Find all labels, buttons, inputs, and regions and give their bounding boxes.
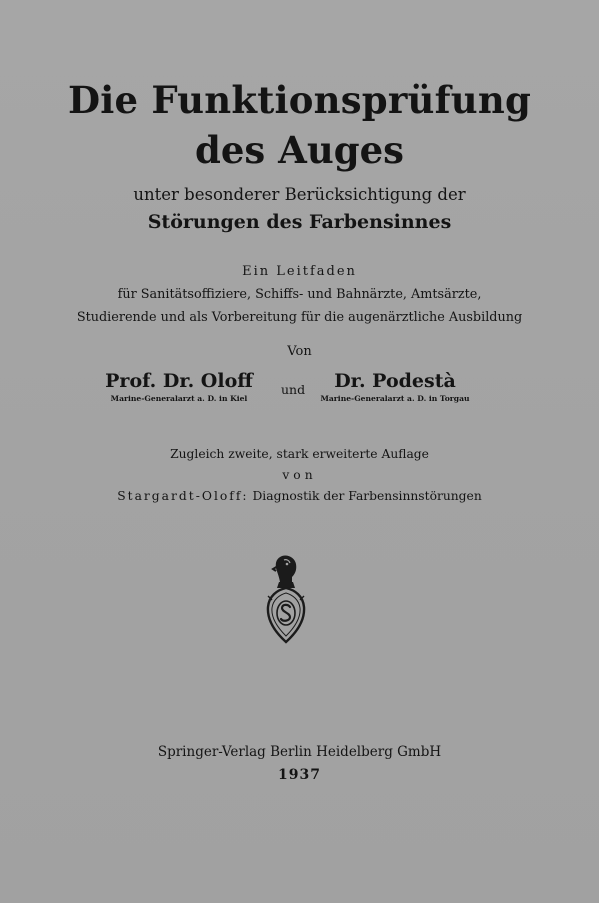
edition-line-2: von — [282, 468, 317, 482]
author-name: Dr. Podestà — [334, 370, 456, 392]
author-rank: Marine-Generalarzt a. D. in Torgau — [320, 394, 470, 403]
author-rank: Marine-Generalarzt a. D. in Kiel — [110, 394, 248, 403]
edition-line-1: Zugleich zweite, stark erweiterte Auflage — [170, 447, 429, 461]
author-name: Prof. Dr. Oloff — [105, 370, 253, 392]
subtitle-line-1: unter besonderer Berücksichtigung der — [133, 185, 466, 204]
audience-line-1: für Sanitätsoffiziere, Schiffs- und Bahnärzte, Amtsärzte, — [117, 287, 482, 302]
author-oloff — [94, 370, 264, 403]
edition-title: Diagnostik der Farbensinnstörungen — [252, 489, 482, 503]
and-label: und — [281, 382, 306, 397]
by-label: Von — [287, 344, 312, 359]
publisher: Springer-Verlag Berlin Heidelberg GmbH — [157, 744, 442, 760]
author-podesta — [310, 370, 480, 403]
audience-line-2: Studierende und als Vorbereitung für die augenärztliche Ausbildung — [76, 310, 523, 325]
publication-year: 1937 — [278, 767, 321, 783]
edition-line-3 — [0, 489, 599, 503]
springer-horse-logo-icon — [262, 552, 310, 648]
guide-label: Ein Leitfaden — [242, 264, 357, 279]
subtitle-line-2: Störungen des Farbensinnes — [147, 211, 452, 233]
title-line-1: Die Funktionsprüfung — [67, 78, 532, 122]
edition-author: Stargardt-Oloff: — [117, 489, 249, 503]
title-line-2: des Auges — [195, 128, 404, 172]
